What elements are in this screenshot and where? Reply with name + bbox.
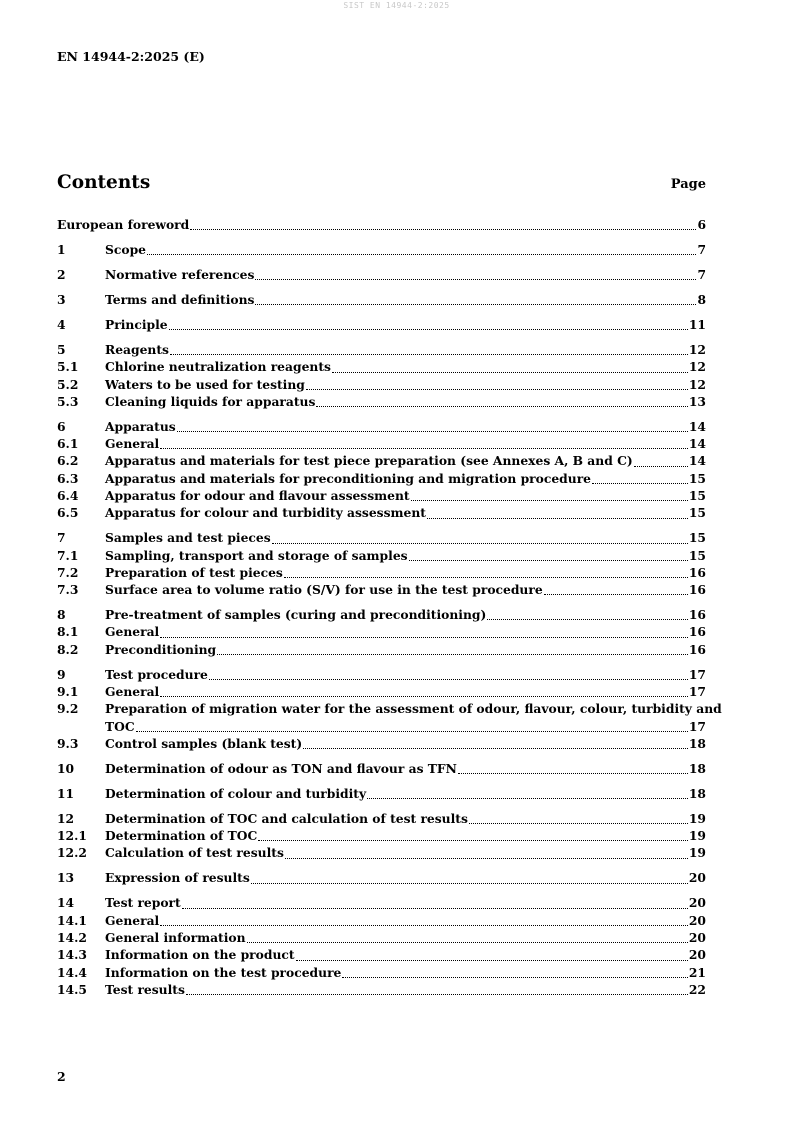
toc-entry-title: Determination of TOC xyxy=(105,828,258,844)
page-column-label: Page xyxy=(670,177,706,192)
toc-entry-number: 6.5 xyxy=(57,505,79,521)
watermark-text: SIST EN 14944-2:2025 xyxy=(343,1,450,10)
toc-entry-page: 18 xyxy=(688,785,706,801)
toc-dot-leader xyxy=(544,586,688,598)
toc-entry[interactable] xyxy=(57,341,706,358)
toc-entry[interactable] xyxy=(57,946,706,963)
toc-entry-title: Determination of odour as TON and flavour as TFN xyxy=(105,760,457,776)
toc-entry-page: 15 xyxy=(688,487,706,503)
toc-dot-leader xyxy=(160,917,688,929)
toc-entry-page: 7 xyxy=(697,266,706,282)
toc-dot-leader xyxy=(592,475,688,487)
toc-entry-number: 5.2 xyxy=(57,376,79,392)
toc-entry-title: European foreword xyxy=(57,217,190,232)
contents-header xyxy=(57,172,706,198)
toc-dot-leader xyxy=(469,815,688,827)
toc-dot-leader xyxy=(190,221,696,233)
toc-entry-number: 8.2 xyxy=(57,641,79,657)
toc-entry-page: 15 xyxy=(688,470,706,486)
toc-entry-number: 14.3 xyxy=(57,947,87,963)
toc-entry[interactable] xyxy=(57,929,706,946)
toc-entry-title: Preconditioning xyxy=(105,641,217,657)
toc-entry[interactable] xyxy=(57,760,706,777)
toc-entry-page: 17 xyxy=(688,684,706,700)
toc-entry-page: 17 xyxy=(688,718,706,734)
toc-dot-leader xyxy=(634,458,688,470)
toc-entry[interactable] xyxy=(57,376,706,393)
toc-dot-leader xyxy=(160,629,688,641)
toc-entry-title: Apparatus and materials for preconditioning and migration procedure xyxy=(105,470,591,486)
toc-entry[interactable] xyxy=(57,358,706,375)
toc-entry[interactable] xyxy=(57,869,706,886)
toc-entry-page: 20 xyxy=(688,912,706,928)
toc-dot-leader xyxy=(255,296,696,308)
toc-entry-title: Terms and definitions xyxy=(105,291,255,307)
toc-entry[interactable] xyxy=(57,785,706,802)
toc-entry[interactable] xyxy=(57,666,706,683)
toc-entry-number: 12 xyxy=(57,810,75,826)
toc-dot-leader xyxy=(160,440,688,452)
toc-entry-title-continued: TOC xyxy=(105,718,135,734)
toc-entry-number: 10 xyxy=(57,760,75,776)
toc-entry-page: 8 xyxy=(697,291,706,307)
toc-entry-number: 9 xyxy=(57,666,66,682)
toc-entry-title: Scope xyxy=(105,241,146,257)
toc-entry[interactable] xyxy=(57,216,706,233)
toc-entry-title: Waters to be used for testing xyxy=(105,376,305,392)
toc-entry-title: Apparatus and materials for test piece preparation (see Annexes A, B and C) xyxy=(105,453,633,469)
toc-entry[interactable] xyxy=(57,291,706,308)
toc-entry-number: 8.1 xyxy=(57,624,79,640)
toc-entry-number: 9.3 xyxy=(57,735,79,751)
table-of-contents xyxy=(57,216,722,998)
toc-entry-page: 12 xyxy=(688,359,706,375)
toc-entry-title: Normative references xyxy=(105,266,255,282)
toc-dot-leader xyxy=(251,875,688,887)
toc-entry[interactable] xyxy=(57,894,706,911)
toc-entry[interactable] xyxy=(57,316,706,333)
toc-entry-title: Test results xyxy=(105,981,185,997)
toc-entry[interactable] xyxy=(57,810,706,827)
toc-dot-leader xyxy=(272,535,688,547)
toc-entry-title: Reagents xyxy=(105,341,169,357)
toc-dot-leader xyxy=(258,832,688,844)
toc-entry[interactable] xyxy=(57,606,706,623)
toc-entry-page: 19 xyxy=(688,845,706,861)
toc-entry-number: 7.1 xyxy=(57,547,79,563)
toc-dot-leader xyxy=(170,346,688,358)
toc-entry-number: 5 xyxy=(57,341,66,357)
toc-dot-leader xyxy=(367,790,688,802)
toc-dot-leader xyxy=(409,552,688,564)
toc-dot-leader xyxy=(217,646,688,658)
toc-entry-title: Expression of results xyxy=(105,870,250,886)
contents-title: Contents xyxy=(57,172,151,193)
toc-entry-title: Samples and test pieces xyxy=(105,530,271,546)
toc-entry-page: 22 xyxy=(688,981,706,997)
toc-dot-leader xyxy=(342,969,687,981)
toc-entry[interactable] xyxy=(57,266,706,283)
toc-entry[interactable] xyxy=(57,435,706,452)
toc-dot-leader xyxy=(177,423,688,435)
toc-entry-title: Apparatus for colour and turbidity assessment xyxy=(105,505,426,521)
toc-entry-title: Preparation of migration water for the assessment of odour, flavour, colour, turbidity and xyxy=(105,701,722,717)
toc-dot-leader xyxy=(427,510,688,522)
toc-entry-number: 7.2 xyxy=(57,564,79,580)
toc-entry[interactable] xyxy=(57,529,706,546)
toc-entry-page: 16 xyxy=(688,624,706,640)
toc-entry-number: 14.4 xyxy=(57,964,87,980)
toc-entry-page: 7 xyxy=(697,241,706,257)
toc-entry-number: 14.5 xyxy=(57,981,87,997)
toc-entry-title: Determination of colour and turbidity xyxy=(105,785,367,801)
toc-entry-title: Sampling, transport and storage of samples xyxy=(105,547,408,563)
toc-entry-page: 15 xyxy=(688,530,706,546)
toc-entry[interactable] xyxy=(57,504,706,521)
toc-dot-leader xyxy=(169,321,688,333)
toc-entry-page: 14 xyxy=(688,453,706,469)
toc-entry-title: Chlorine neutralization reagents xyxy=(105,359,331,375)
toc-entry-number: 1 xyxy=(57,241,66,257)
toc-entry-title: Calculation of test results xyxy=(105,845,284,861)
toc-entry-number: 4 xyxy=(57,316,66,332)
toc-entry[interactable] xyxy=(57,241,706,258)
toc-dot-leader xyxy=(411,492,688,504)
toc-entry-page: 20 xyxy=(688,870,706,886)
toc-dot-leader xyxy=(306,381,688,393)
toc-entry-page: 16 xyxy=(688,582,706,598)
toc-entry-number: 8 xyxy=(57,607,66,623)
toc-entry-page: 16 xyxy=(688,641,706,657)
toc-entry-page: 18 xyxy=(688,760,706,776)
toc-entry-page: 20 xyxy=(688,930,706,946)
toc-entry-title: Pre-treatment of samples (curing and preconditioning) xyxy=(105,607,487,623)
toc-entry-number: 6.2 xyxy=(57,453,79,469)
toc-entry[interactable] xyxy=(57,470,706,487)
toc-dot-leader xyxy=(285,850,688,862)
toc-entry[interactable] xyxy=(57,547,706,564)
toc-entry-number: 6.4 xyxy=(57,487,79,503)
toc-entry-number: 9.2 xyxy=(57,701,79,717)
toc-entry-page: 16 xyxy=(688,564,706,580)
toc-entry-page: 15 xyxy=(688,505,706,521)
document-id: EN 14944-2:2025 (E) xyxy=(57,49,205,64)
toc-entry[interactable] xyxy=(57,827,706,844)
toc-entry-page: 18 xyxy=(688,735,706,751)
toc-entry[interactable] xyxy=(57,393,706,410)
toc-entry-number: 6 xyxy=(57,418,66,434)
toc-dot-leader xyxy=(209,671,688,683)
toc-dot-leader xyxy=(332,364,688,376)
toc-entry[interactable] xyxy=(57,487,706,504)
toc-entry-page: 16 xyxy=(688,607,706,623)
toc-entry-page: 14 xyxy=(688,418,706,434)
toc-entry[interactable] xyxy=(57,683,706,700)
toc-entry-page: 21 xyxy=(688,964,706,980)
toc-entry-page: 20 xyxy=(688,895,706,911)
toc-entry-title: Test report xyxy=(105,895,181,911)
toc-dot-leader xyxy=(296,952,688,964)
toc-entry-page: 11 xyxy=(688,316,706,332)
toc-entry-title: Apparatus xyxy=(105,418,176,434)
toc-entry-title: Information on the test procedure xyxy=(105,964,342,980)
toc-dot-leader xyxy=(160,688,688,700)
toc-entry-number: 7 xyxy=(57,530,66,546)
toc-entry[interactable] xyxy=(57,564,706,581)
toc-entry-number: 14 xyxy=(57,895,75,911)
toc-entry-title: Apparatus for odour and flavour assessment xyxy=(105,487,410,503)
toc-entry-page: 19 xyxy=(688,828,706,844)
toc-entry[interactable] xyxy=(57,641,706,658)
toc-dot-leader xyxy=(186,986,688,998)
toc-dot-leader xyxy=(182,900,688,912)
page-number: 2 xyxy=(57,1069,66,1084)
toc-dot-leader xyxy=(458,765,688,777)
toc-entry[interactable] xyxy=(57,844,706,861)
toc-entry-title: General xyxy=(105,912,160,928)
toc-entry-title: Test procedure xyxy=(105,666,208,682)
toc-entry-title: Determination of TOC and calculation of test results xyxy=(105,810,468,826)
toc-entry-page: 12 xyxy=(688,376,706,392)
toc-entry[interactable] xyxy=(57,418,706,435)
toc-entry-number: 2 xyxy=(57,266,66,282)
toc-entry-title: Principle xyxy=(105,316,168,332)
toc-dot-leader xyxy=(487,611,688,623)
toc-entry[interactable] xyxy=(57,964,706,981)
toc-entry-number: 14.2 xyxy=(57,930,87,946)
toc-entry-page: 19 xyxy=(688,810,706,826)
toc-entry-title: Control samples (blank test) xyxy=(105,735,303,751)
toc-entry-number: 12.1 xyxy=(57,828,87,844)
toc-entry-title: General information xyxy=(105,930,246,946)
toc-entry[interactable] xyxy=(57,700,722,735)
toc-entry[interactable] xyxy=(57,452,706,469)
toc-entry-title: Cleaning liquids for apparatus xyxy=(105,393,316,409)
toc-dot-leader xyxy=(303,740,688,752)
toc-entry-page: 15 xyxy=(688,547,706,563)
toc-dot-leader xyxy=(136,723,688,735)
toc-entry-number: 6.1 xyxy=(57,436,79,452)
toc-entry-number: 7.3 xyxy=(57,582,79,598)
toc-entry-number: 9.1 xyxy=(57,684,79,700)
toc-entry[interactable] xyxy=(57,912,706,929)
toc-entry[interactable] xyxy=(57,735,706,752)
toc-entry-title: Surface area to volume ratio (S/V) for use in the test procedure xyxy=(105,582,543,598)
toc-entry-title: General xyxy=(105,436,160,452)
toc-entry-page: 17 xyxy=(688,666,706,682)
toc-entry-page: 20 xyxy=(688,947,706,963)
toc-entry-title: Information on the product xyxy=(105,947,295,963)
toc-entry-number: 11 xyxy=(57,785,75,801)
toc-dot-leader xyxy=(284,569,688,581)
toc-entry-title: General xyxy=(105,624,160,640)
toc-entry[interactable] xyxy=(57,581,706,598)
toc-dot-leader xyxy=(147,246,696,258)
toc-dot-leader xyxy=(316,398,687,410)
toc-dot-leader xyxy=(247,934,688,946)
toc-entry-number: 12.2 xyxy=(57,845,87,861)
toc-entry-number: 5.3 xyxy=(57,393,79,409)
toc-entry[interactable] xyxy=(57,981,706,998)
toc-entry-title: Preparation of test pieces xyxy=(105,564,283,580)
toc-entry-number: 6.3 xyxy=(57,470,79,486)
toc-entry-page: 12 xyxy=(688,341,706,357)
toc-entry[interactable] xyxy=(57,623,706,640)
toc-entry-number: 14.1 xyxy=(57,912,87,928)
toc-entry-page: 13 xyxy=(688,393,706,409)
toc-entry-page: 6 xyxy=(697,217,706,232)
toc-entry-page: 14 xyxy=(688,436,706,452)
toc-entry-number: 3 xyxy=(57,291,66,307)
toc-entry-title: General xyxy=(105,684,160,700)
toc-entry-number: 13 xyxy=(57,870,75,886)
toc-entry-number: 5.1 xyxy=(57,359,79,375)
toc-dot-leader xyxy=(255,271,696,283)
